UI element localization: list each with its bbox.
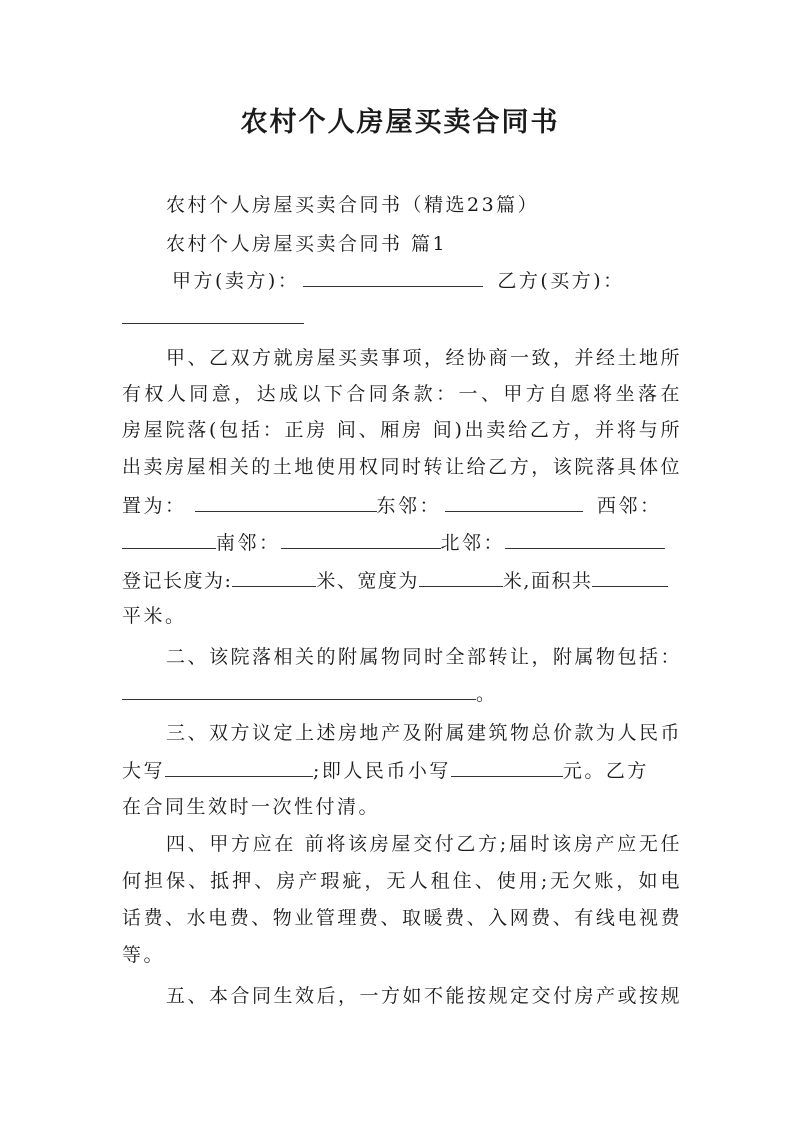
- p4-line-4: 等。: [122, 944, 166, 966]
- party-line: [172, 268, 672, 293]
- p4-line-2: 何担保、抵押、房产瑕疵，无人租住、使用;无欠账，如电: [122, 870, 682, 892]
- width-label: 米、宽度为: [316, 570, 419, 592]
- lowercase-label: ;即人民币小写: [313, 760, 451, 782]
- p1-line-4: 出卖房屋相关的土地使用权同时转让给乙方，该院落具体位: [122, 456, 682, 478]
- lowercase-amount-blank: [451, 758, 563, 777]
- dimension-line: [122, 568, 682, 593]
- west-blank: [122, 530, 216, 549]
- party-a-label: 甲方(卖方)：: [172, 270, 300, 292]
- appurtenance-blank: [122, 681, 476, 700]
- reg-length-label: 登记长度为:: [122, 570, 233, 592]
- east-blank: [445, 493, 583, 512]
- uppercase-amount-blank: [165, 758, 313, 777]
- yuan-label: 元。乙方: [562, 760, 649, 782]
- location-blank: [195, 493, 377, 512]
- p3-line-2: [122, 758, 682, 783]
- p4-line-1: 四、甲方应在 前将该房屋交付乙方;届时该房产应无任: [166, 833, 682, 855]
- section-heading: 农村个人房屋买卖合同书 篇1: [166, 233, 448, 255]
- west-label: 西邻：: [597, 495, 662, 517]
- p2-blank-line: [122, 681, 682, 706]
- north-label: 北邻：: [440, 532, 506, 554]
- neighbors-line: [122, 530, 682, 555]
- p5-line-1: 五、本合同生效后，一方如不能按规定交付房产或按规: [166, 985, 683, 1007]
- p1-line-2: 有权人同意，达成以下合同条款：一、甲方自愿将坐落在: [122, 383, 682, 405]
- south-label: 南邻：: [216, 532, 281, 554]
- p2-text: 二、该院落相关的附属物同时全部转让，附属物包括：: [166, 646, 683, 668]
- sqm-text: 平米。: [122, 605, 187, 627]
- p1-line-1: 甲、乙双方就房屋买卖事项，经协商一致，并经土地所: [166, 347, 683, 369]
- document-title: 农村个人房屋买卖合同书: [240, 107, 560, 138]
- location-line: [122, 493, 682, 518]
- party-a-blank: [303, 268, 483, 287]
- length-blank: [232, 568, 316, 587]
- south-blank: [281, 530, 441, 549]
- north-blank: [505, 530, 665, 549]
- location-label: 置为：: [122, 495, 187, 517]
- p4-line-3: 话费、水电费、物业管理费、取暖费、入网费、有线电视费: [122, 907, 682, 929]
- width-blank: [419, 568, 503, 587]
- party-b-label: 乙方(买方)：: [497, 270, 625, 292]
- p3-line-3: 在合同生效时一次性付清。: [122, 796, 381, 818]
- uppercase-label: 大写: [122, 760, 166, 782]
- p3-line-1: 三、双方议定上述房地产及附属建筑物总价款为人民币: [166, 722, 683, 744]
- east-label: 东邻：: [376, 495, 442, 517]
- subtitle: 农村个人房屋买卖合同书（精选23篇）: [166, 194, 540, 216]
- party-b-blank: [122, 323, 304, 324]
- p1-line-3: 房屋院落(包括：正房 间、厢房 间)出卖给乙方，并将与所: [122, 419, 682, 441]
- p2-end: 。: [476, 683, 498, 705]
- area-blank: [592, 568, 668, 587]
- area-label: 米,面积共: [502, 570, 593, 592]
